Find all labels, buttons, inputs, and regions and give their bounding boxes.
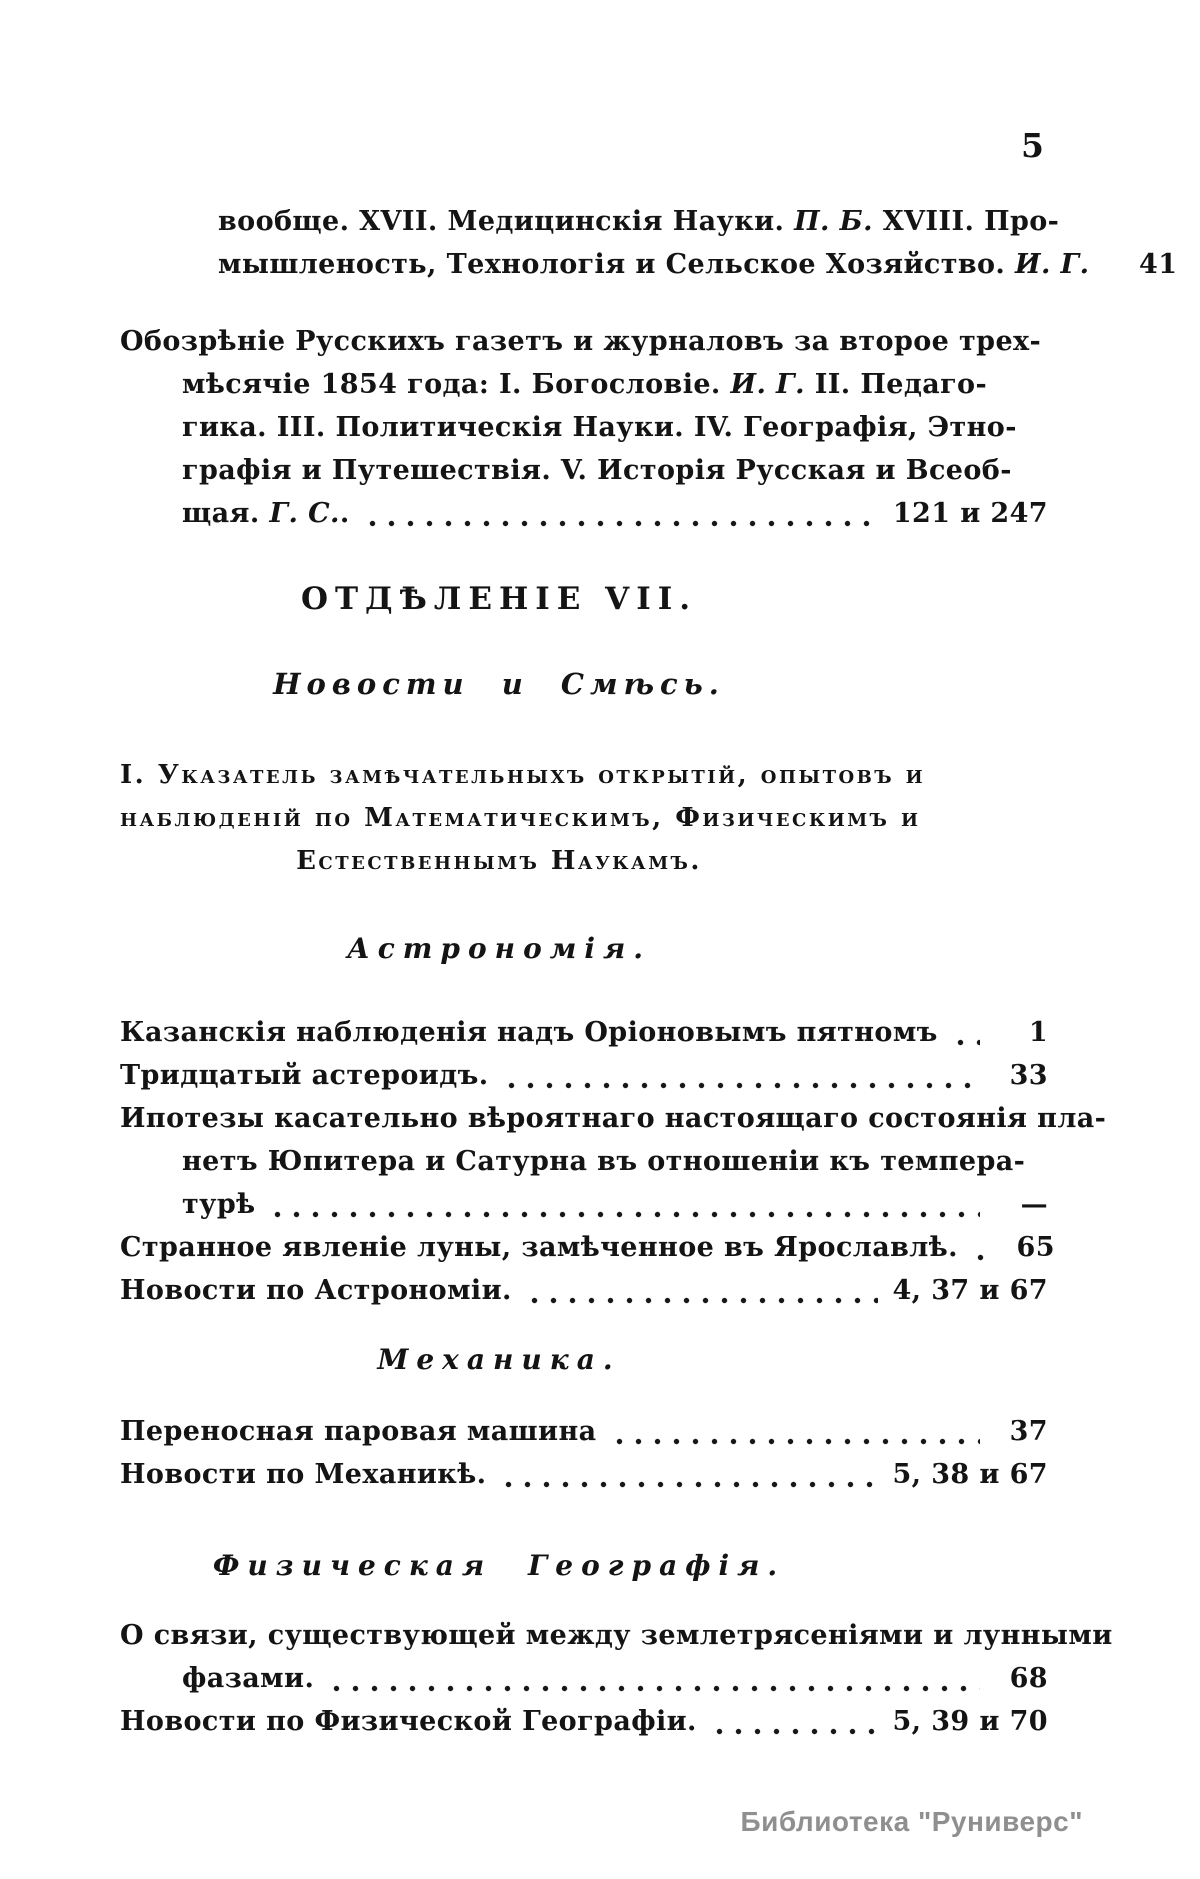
- entry-text: Новости по Физической Географіи.: [120, 1706, 697, 1737]
- toc-line: [120, 449, 1048, 492]
- section-title: Физическая Географія.: [212, 1549, 786, 1582]
- entry-text: Казанскія наблюденія надъ Оріоновымъ пятномъ: [120, 1017, 938, 1048]
- author-initials: И. Г.: [1015, 249, 1090, 280]
- dot-leader: [521, 1296, 879, 1305]
- page-number: 5: [1021, 126, 1045, 165]
- page-ref: 68: [1009, 1663, 1048, 1694]
- toc-line: [120, 1097, 1107, 1140]
- dot-leader: [498, 1081, 980, 1090]
- toc-line: [120, 1054, 1048, 1097]
- entry-text: турѣ: [182, 1189, 256, 1220]
- page-ref: 5, 38 и 67: [892, 1459, 1048, 1490]
- toc-section: [120, 1546, 1113, 1743]
- section-title: Механика.: [377, 1343, 621, 1376]
- entry-text: Тридцатый астероидъ.: [120, 1060, 489, 1091]
- entry-text: XVIII. Про-: [872, 206, 1060, 237]
- toc-line-text: [120, 1226, 958, 1269]
- page-ref: 5, 39 и 70: [892, 1706, 1048, 1737]
- table-of-contents: [120, 0, 1178, 1743]
- dot-leader: [947, 1038, 980, 1047]
- library-watermark: Библиотека "Руниверс": [740, 1806, 1083, 1837]
- section-entries: [120, 1410, 1048, 1496]
- author-initials: Г. С.: [269, 498, 340, 529]
- dot-leader: [495, 1480, 878, 1489]
- carryover-entry: [120, 200, 1178, 286]
- dot-leader: [967, 1253, 987, 1262]
- entry-text: Странное явленіе луны, замѣченное въ Ярославлѣ.: [120, 1232, 958, 1263]
- toc-line-text: [218, 200, 1059, 243]
- toc-line-text: [182, 449, 1012, 492]
- toc-line: [120, 1410, 1048, 1453]
- entry-text: Новости по Механикѣ.: [120, 1459, 487, 1490]
- toc-line: [120, 1226, 1055, 1269]
- entry-text: вообще. XVII. Медицинскія Науки.: [218, 206, 795, 237]
- page-ref: 37: [1009, 1416, 1048, 1447]
- entry-text: фазами.: [182, 1663, 315, 1694]
- page-ref: 41: [1139, 249, 1178, 280]
- toc-line-text: [120, 1700, 697, 1743]
- toc-line: [120, 1183, 1048, 1226]
- toc-line: [120, 1700, 1048, 1743]
- page-ref: 33: [1009, 1060, 1048, 1091]
- division-subtitle: Новости и Смѣсь.: [273, 667, 725, 701]
- entry-text: гика. III. Политическія Науки. IV. Географія, Этно-: [182, 412, 1017, 443]
- index-heading-line: Естественнымъ Наукамъ.: [296, 846, 702, 876]
- review-entry: [120, 320, 1048, 535]
- page-ref: 1: [1028, 1017, 1048, 1048]
- toc-line: [120, 1657, 1048, 1700]
- index-heading: [120, 754, 1048, 883]
- entry-text: мышленость, Технологія и Сельское Хозяйство.: [218, 249, 1016, 280]
- toc-line-text: [120, 1614, 1113, 1657]
- toc-section: [120, 1340, 1048, 1496]
- toc-line: [120, 363, 1048, 406]
- entry-text: графія и Путешествія. V. Исторія Русская и Всеоб-: [182, 455, 1012, 486]
- toc-line-text: [182, 492, 350, 535]
- author-initials: И. Г.: [730, 369, 805, 400]
- entry-text: щая.: [182, 498, 270, 529]
- section-title: Астрономія.: [346, 932, 652, 965]
- entry-text: Обозрѣніе Русскихъ газетъ и журналовъ за второе трех-: [120, 326, 1042, 357]
- toc-line: [120, 1453, 1048, 1496]
- entry-text: .: [339, 498, 350, 529]
- section-entries: [120, 1614, 1113, 1743]
- index-heading-line: І. Указатель замѣчательныхъ открытій, опытовъ и: [120, 760, 926, 790]
- entry-text: О связи, существующей между землетрясеніями и лунными: [120, 1620, 1113, 1651]
- entry-text: II. Педаго-: [804, 369, 988, 400]
- toc-line-text: [120, 1410, 597, 1453]
- entry-text: Переносная паровая машина: [120, 1416, 597, 1447]
- division-title: ОТДѢЛЕНІЕ VII.: [300, 581, 698, 617]
- entry-text: мѣсячіе 1854 года: I. Богословіе.: [182, 369, 731, 400]
- page-ref: 4, 37 и 67: [892, 1275, 1048, 1306]
- page-ref: 121 и 247: [892, 498, 1048, 529]
- entry-text: Ипотезы касательно вѣроятнаго настоящаго состоянія пла-: [120, 1103, 1107, 1134]
- toc-line: [120, 406, 1048, 449]
- toc-sections: [120, 929, 1113, 1743]
- toc-section: [120, 929, 1107, 1312]
- toc-line-text: [182, 406, 1017, 449]
- entry-text: нетъ Юпитера и Сатурна въ отношеніи къ темпера-: [182, 1146, 1026, 1177]
- dot-leader: [264, 1210, 980, 1219]
- dot-leader: [359, 519, 879, 528]
- author-initials: П. Б.: [794, 206, 873, 237]
- toc-line-text: [182, 1183, 255, 1226]
- toc-line: [120, 1614, 1113, 1657]
- toc-line: [120, 243, 1178, 286]
- index-heading-line: наблюденій по Математическимъ, Физическимъ и: [120, 803, 921, 833]
- toc-line: [120, 1269, 1048, 1312]
- toc-line: [120, 320, 1048, 363]
- entry-text: Новости по Астрономіи.: [120, 1275, 512, 1306]
- toc-line-text: [182, 1140, 1025, 1183]
- toc-line-text: [182, 1657, 314, 1700]
- toc-line-text: [120, 1054, 489, 1097]
- toc-line: [120, 1140, 1048, 1183]
- toc-line-text: [120, 1269, 512, 1312]
- toc-line-text: [120, 320, 1041, 363]
- section-entries: [120, 1011, 1107, 1312]
- dot-leader: [706, 1727, 879, 1736]
- toc-line-text: [120, 1097, 1106, 1140]
- toc-line-text: [182, 363, 987, 406]
- toc-line-text: [120, 1011, 938, 1054]
- toc-line-text: [120, 1453, 486, 1496]
- toc-line: [120, 1011, 1048, 1054]
- page-ref: —: [1020, 1189, 1048, 1220]
- toc-line-text: [218, 243, 1089, 286]
- toc-line: [120, 200, 1060, 243]
- dot-leader: [323, 1684, 980, 1693]
- toc-line: [120, 492, 1048, 535]
- page-ref: 65: [1016, 1232, 1055, 1263]
- dot-leader: [606, 1437, 980, 1446]
